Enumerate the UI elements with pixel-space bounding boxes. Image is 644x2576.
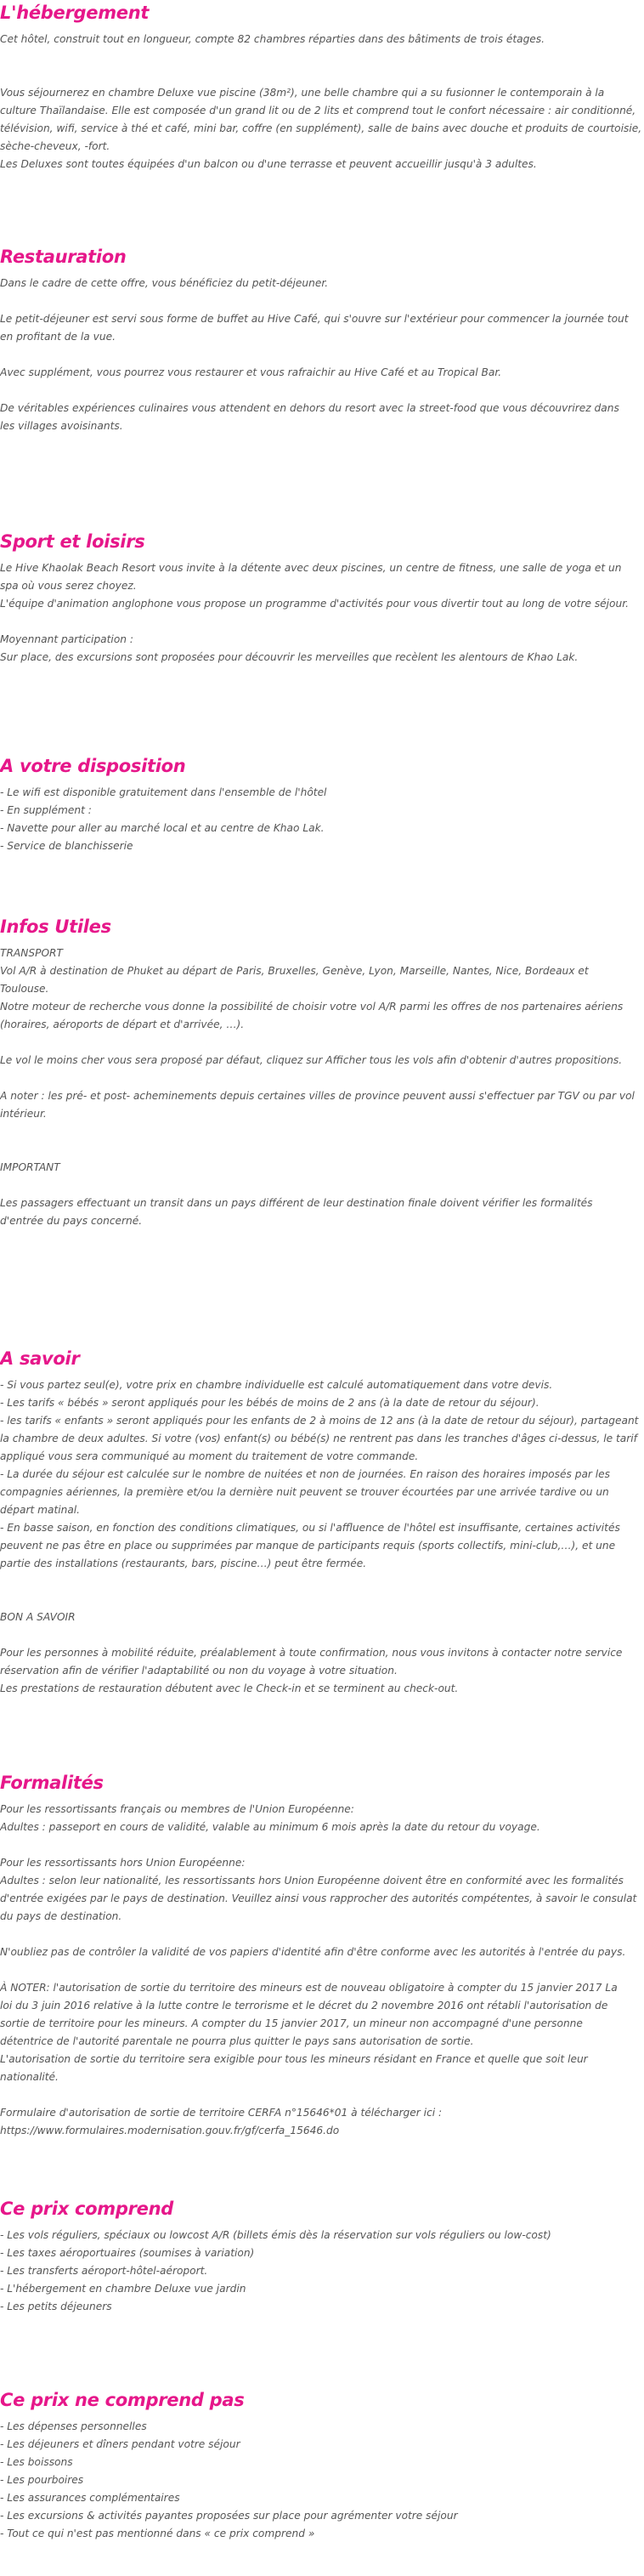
text-line: sortie de territoire pour les mineurs. A compter du 15 janvier 2017, un mineur non accompagné d'une personne xyxy=(0,2017,583,2029)
text-line: L'autorisation de sortie du territoire sera exigible pour tous les mineurs résidant en France et quelle que soit leur xyxy=(0,2053,588,2065)
text-line: L'équipe d'animation anglophone vous propose un programme d'activités pour vous divertir tout au long de votre séjour. xyxy=(0,598,630,610)
section-disposition xyxy=(0,755,644,855)
text-line: intérieur. xyxy=(0,1108,47,1120)
list-item: - Le wifi est disponible gratuitement dans l'ensemble de l'hôtel xyxy=(0,786,327,798)
list-item: - Tout ce qui n'est pas mentionné dans « ce prix comprend » xyxy=(0,2528,315,2539)
text-line: réservation afin de vérifier l'adaptabilité ou non du voyage à votre situation. xyxy=(0,1665,398,1677)
section-title: A savoir xyxy=(0,1348,80,1369)
text-line: Les prestations de restauration débutent avec le Check-in et se terminent au check-out. xyxy=(0,1682,459,1694)
text-line: - La durée du séjour est calculée sur le nombre de nuitées et non de journées. En raison des horaires imposés par les xyxy=(0,1468,611,1480)
text-line: N'oubliez pas de contrôler la validité de vos papiers d'identité afin d'être conforme avec les autorités à l'entrée du pays. xyxy=(0,1946,626,1958)
section-title: A votre disposition xyxy=(0,756,186,776)
text-line: d'entrée du pays concerné. xyxy=(0,1215,143,1227)
text-line: du pays de destination. xyxy=(0,1910,122,1922)
section-body xyxy=(0,275,644,435)
list-item: - Les assurances complémentaires xyxy=(0,2492,180,2504)
section-body xyxy=(0,1376,644,1698)
section-restauration xyxy=(0,246,644,435)
text-line: Cet hôtel, construit tout en longueur, compte 82 chambres réparties dans des bâtiments de trois étages. xyxy=(0,33,545,45)
text-line: À NOTER: l'autorisation de sortie du territoire des mineurs est de nouveau obligatoire à compter du 15 janvier 2017 La xyxy=(0,1982,618,1994)
list-item: - Les pourboires xyxy=(0,2474,84,2486)
text-line: culture Thaïlandaise. Elle est composée d'un grand lit ou de 2 lits et comprend tout le confort nécessaire : air conditionné, xyxy=(0,105,636,116)
section-body xyxy=(0,31,644,173)
text-line: d'entrée exigées par le pays de destination. Veuillez ainsi vous rapprocher des autorités compétentes, à savoir le consulat xyxy=(0,1892,637,1904)
text-line: en profitant de la vue. xyxy=(0,331,116,343)
list-item: - Les excursions & activités payantes proposées sur place pour agrémenter votre séjour xyxy=(0,2510,458,2522)
text-line: - Les tarifs « bébés » seront appliqués pour les bébés de moins de 2 ans (à la date de retour du séjour). xyxy=(0,1397,539,1409)
text-line: Moyennant participation : xyxy=(0,633,133,645)
text-line: sèche-cheveux, -fort. xyxy=(0,140,110,152)
section-body xyxy=(0,945,644,1230)
list-item: - En supplément : xyxy=(0,804,92,816)
section-body xyxy=(0,2227,644,2316)
text-line: - Si vous partez seul(e), votre prix en chambre individuelle est calculé automatiquement dans votre devis. xyxy=(0,1379,553,1391)
text-line: les villages avoisinants. xyxy=(0,420,123,432)
text-line: Vol A/R à destination de Phuket au départ de Paris, Bruxelles, Genève, Lyon, Marseille, Nantes, Nice, Bordeaux et xyxy=(0,965,589,977)
text-line: A noter : les pré- et post- acheminements depuis certaines villes de province peuvent aussi s'effectuer par TGV ou par vol xyxy=(0,1090,635,1102)
section-title: L'hébergement xyxy=(0,3,150,23)
section-body xyxy=(0,559,644,667)
text-line: appliqué vous sera communiqué au moment du traitement de votre commande. xyxy=(0,1450,419,1462)
section-formalites xyxy=(0,1772,644,2140)
text-line: (horaires, aéroports de départ et d'arrivée, …). xyxy=(0,1018,245,1030)
text-line: Adultes : passeport en cours de validité, valable au minimum 6 mois après la date du retour du voyage. xyxy=(0,1821,540,1833)
text-line: compagnies aériennes, la première et/ou la dernière nuit peuvent se trouver écourtées par une arrivée tardive ou un xyxy=(0,1486,609,1498)
text-line: Toulouse. xyxy=(0,983,49,995)
section-hebergement xyxy=(0,2,644,173)
section-title: Restauration xyxy=(0,247,127,267)
text-line: départ matinal. xyxy=(0,1504,81,1516)
list-item: - L'hébergement en chambre Deluxe vue jardin xyxy=(0,2283,246,2295)
section-sport-loisirs xyxy=(0,531,644,667)
text-line: peuvent ne pas être en place ou supprimées par manque de participants requis (sports collectifs, mini-club,…), et une xyxy=(0,1540,616,1552)
text-line: Avec supplément, vous pourrez vous restaurer et vous rafraichir au Hive Café et au Tropical Bar. xyxy=(0,366,502,378)
text-line: partie des installations (restaurants, bars, piscine…) peut être fermée. xyxy=(0,1558,367,1569)
subheading: TRANSPORT xyxy=(0,947,63,959)
section-prix-ne-comprend-pas xyxy=(0,2389,644,2543)
text-line: loi du 3 juin 2016 relative à la lutte contre le terrorisme et le décret du 2 novembre 2016 ont rétabli l'autorisation de xyxy=(0,2000,608,2011)
section-title: Ce prix comprend xyxy=(0,2199,173,2219)
list-item: - Les dépenses personnelles xyxy=(0,2420,147,2432)
text-line: Formulaire d'autorisation de sortie de territoire CERFA n°15646*01 à télécharger ici : xyxy=(0,2107,443,2119)
text-line: Pour les ressortissants hors Union Européenne: xyxy=(0,1857,246,1869)
section-infos-utiles xyxy=(0,916,644,1230)
text-line: Dans le cadre de cette offre, vous bénéficiez du petit-déjeuner. xyxy=(0,277,329,289)
text-line: Notre moteur de recherche vous donne la possibilité de choisir votre vol A/R parmi les offres de nos partenaires aériens xyxy=(0,1001,624,1013)
subheading: IMPORTANT xyxy=(0,1161,60,1173)
list-item: - Service de blanchisserie xyxy=(0,840,133,852)
cerfa-link[interactable]: https://www.formulaires.modernisation.gouv.fr/gf/cerfa_15646.do xyxy=(0,2125,340,2136)
list-item: - Navette pour aller au marché local et au centre de Khao Lak. xyxy=(0,822,325,834)
section-body xyxy=(0,784,644,855)
text-line: Adultes : selon leur nationalité, les ressortissants hors Union Européenne doivent être en conformité avec les formalités xyxy=(0,1875,624,1887)
text-line: Les passagers effectuant un transit dans un pays différent de leur destination finale doivent vérifier les formalités xyxy=(0,1197,593,1209)
text-line: nationalité. xyxy=(0,2071,59,2083)
section-title: Formalités xyxy=(0,1773,104,1793)
section-body xyxy=(0,2418,644,2543)
list-item: - Les petits déjeuners xyxy=(0,2301,112,2312)
text-line: - les tarifs « enfants » seront appliqués pour les enfants de 2 à moins de 12 ans (à la date de retour du séjour), partageant xyxy=(0,1415,639,1427)
text-line: Pour les ressortissants français ou membres de l'Union Européenne: xyxy=(0,1803,354,1815)
section-title: Ce prix ne comprend pas xyxy=(0,2390,245,2410)
text-line: Vous séjournerez en chambre Deluxe vue piscine (38m²), une belle chambre qui a su fusionner le contemporain à la xyxy=(0,87,605,99)
text-line: spa où vous serez choyez. xyxy=(0,580,137,592)
text-line: Le petit-déjeuner est servi sous forme de buffet au Hive Café, qui s'ouvre sur l'extérieur pour commencer la journée tout xyxy=(0,313,629,325)
text-line: Sur place, des excursions sont proposées pour découvrir les merveilles que recèlent les alentours de Khao Lak. xyxy=(0,651,579,663)
section-a-savoir xyxy=(0,1348,644,1698)
list-item: - Les boissons xyxy=(0,2456,73,2468)
text-line: Pour les personnes à mobilité réduite, préalablement à toute confirmation, nous vous invitons à contacter notre service xyxy=(0,1647,623,1659)
text-line: Le Hive Khaolak Beach Resort vous invite à la détente avec deux piscines, un centre de fitness, une salle de yoga et un xyxy=(0,562,622,574)
text-line: De véritables expériences culinaires vous attendent en dehors du resort avec la street-food que vous découvrirez dans xyxy=(0,402,619,414)
list-item: - Les transferts aéroport-hôtel-aéroport. xyxy=(0,2265,208,2277)
list-item: - Les taxes aéroportuaires (soumises à variation) xyxy=(0,2247,255,2259)
subheading: BON A SAVOIR xyxy=(0,1611,76,1623)
list-item: - Les vols réguliers, spéciaux ou lowcost A/R (billets émis dès la réservation sur vols réguliers ou low-cost) xyxy=(0,2229,551,2241)
text-line: - En basse saison, en fonction des conditions climatiques, ou si l'affluence de l'hôtel est insuffisante, certaines activités xyxy=(0,1522,620,1534)
text-line: télévision, wifi, service à thé et café, mini bar, coffre (en supplément), salle de bains avec douche et produits de courtoisie, xyxy=(0,122,642,134)
section-prix-comprend xyxy=(0,2198,644,2316)
section-title: Sport et loisirs xyxy=(0,531,145,552)
text-line: Le vol le moins cher vous sera proposé par défaut, cliquez sur Afficher tous les vols afin d'obtenir d'autres propositions. xyxy=(0,1054,623,1066)
section-title: Infos Utiles xyxy=(0,916,111,937)
section-body xyxy=(0,1801,644,2140)
text-line: la chambre de deux adultes. Si votre (vos) enfant(s) ou bébé(s) ne rentrent pas dans les tranches d'âges ci-dessus, le tarif xyxy=(0,1433,637,1444)
list-item: - Les déjeuners et dîners pendant votre séjour xyxy=(0,2438,240,2450)
text-line: Les Deluxes sont toutes équipées d'un balcon ou d'une terrasse et peuvent accueillir jusqu'à 3 adultes. xyxy=(0,158,537,170)
text-line: détentrice de l'autorité parentale ne pourra plus quitter le pays sans autorisation de sortie. xyxy=(0,2035,474,2047)
